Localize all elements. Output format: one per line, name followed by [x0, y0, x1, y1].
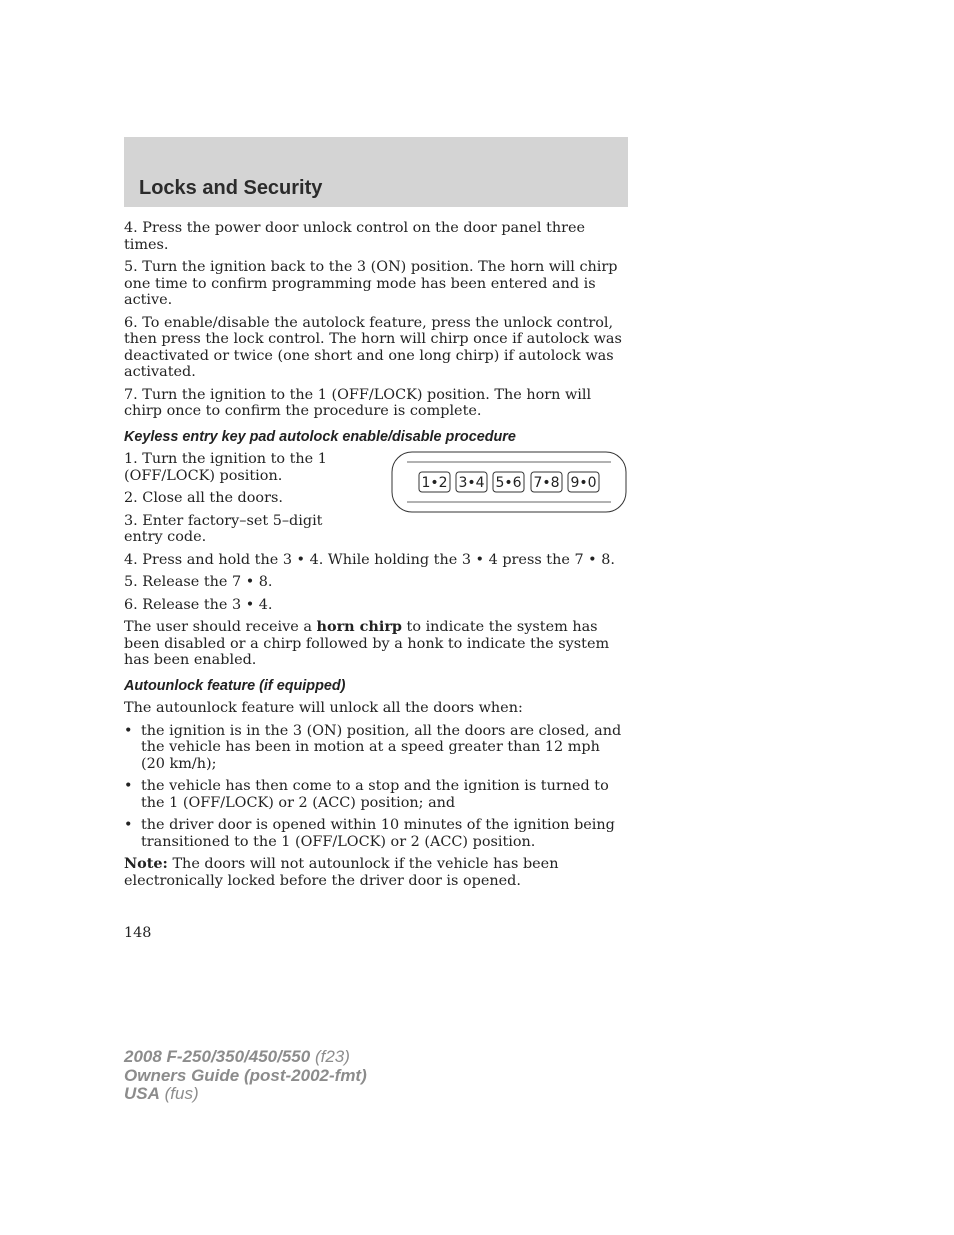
- document-footer: [124, 1048, 367, 1104]
- keypad-step-4: 4. Press and hold the 3 • 4. While holding the 3 • 4 press the 7 • 8.: [124, 551, 615, 568]
- keypad-steps-with-figure: [124, 451, 628, 552]
- footer-line-1: [124, 1048, 367, 1067]
- keypad-procedure-heading: Keyless entry key pad autolock enable/disable procedure: [124, 428, 516, 445]
- step-7: 7. Turn the ignition to the 1 (OFF/LOCK) position. The horn will chirp once to confirm the procedure is complete.: [124, 386, 592, 419]
- list-item: [124, 817, 628, 850]
- step-5: 5. Turn the ignition back to the 3 (ON) position. The horn will chirp one time to confirm programming mode has been entered and is active.: [124, 259, 618, 308]
- list-item-text: the vehicle has then come to a stop and the ignition is turned to the 1 (OFF/LOCK) or 2 (ACC) position; and: [141, 778, 609, 811]
- keypad-button-2: [456, 472, 487, 492]
- step-6: 6. To enable/disable the autolock feature, press the unlock control, then press the lock control. The horn will chirp once if autolock was deactivated or twice (one short and one long chirp) if autolock was activated.: [124, 314, 622, 380]
- svg-text:3•4: 3•4: [458, 475, 485, 491]
- svg-text:5•6: 5•6: [495, 475, 522, 491]
- svg-text:1•2: 1•2: [421, 475, 448, 491]
- footer-model-code: (f23): [310, 1047, 350, 1066]
- footer-market-code: (fus): [159, 1084, 199, 1103]
- note-text: The doors will not autounlock if the vehicle has been electronically locked before the driver door is opened.: [124, 856, 559, 889]
- keypad-steps-beside-figure: [124, 451, 364, 552]
- keypad-button-1: [419, 472, 450, 492]
- footer-line-3: [124, 1085, 367, 1104]
- result-text-end: to indicate the system has been disabled or a chirp followed by a honk to indicate the system has been enabled.: [124, 619, 610, 668]
- note-label: Note:: [124, 855, 168, 872]
- keypad-result-paragraph: [124, 619, 628, 669]
- section-title: Locks and Security: [139, 177, 323, 199]
- result-text-start: The user should receive a: [124, 619, 317, 635]
- list-item: [124, 723, 628, 773]
- list-item-text: the ignition is in the 3 (ON) position, all the doors are closed, and the vehicle has been in motion at a speed greater than 12 mph (20 km/h);: [141, 722, 622, 772]
- footer-model: 2008 F-250/350/450/550: [124, 1047, 311, 1066]
- keypad-step-3: 3. Enter factory–set 5–digit entry code.: [124, 512, 323, 545]
- keypad-button-4: [531, 472, 562, 492]
- autounlock-heading: Autounlock feature (if equipped): [124, 677, 346, 694]
- svg-text:7•8: 7•8: [533, 475, 560, 491]
- bullet-icon: •: [124, 817, 133, 833]
- list-item-text: the driver door is opened within 10 minutes of the ignition being transitioned to the 1 (OFF/LOCK) or 2 (ACC) position.: [141, 817, 615, 850]
- autounlock-intro: The autounlock feature will unlock all the doors when:: [124, 700, 523, 716]
- keypad-step-6: 6. Release the 3 • 4.: [124, 596, 273, 613]
- footer-market: USA: [124, 1084, 160, 1103]
- autounlock-conditions-list: [124, 723, 628, 851]
- bullet-icon: •: [124, 778, 133, 794]
- bullet-icon: •: [124, 722, 133, 739]
- footer-line-2: [124, 1067, 367, 1086]
- keypad-step-2: 2. Close all the doors.: [124, 490, 283, 506]
- keypad-illustration: [391, 451, 627, 513]
- step-4: 4. Press the power door unlock control on the door panel three times.: [124, 220, 586, 253]
- svg-text:9•0: 9•0: [570, 475, 597, 491]
- keypad-button-3: [493, 472, 524, 492]
- page-content: [124, 220, 628, 895]
- page-number: 148: [124, 925, 152, 941]
- keypad-button-5: [568, 472, 599, 492]
- result-emphasis: horn chirp: [316, 618, 402, 635]
- note-paragraph: [124, 856, 628, 889]
- keypad-step-1: 1. Turn the ignition to the 1 (OFF/LOCK) position.: [124, 451, 327, 484]
- keypad-step-5: 5. Release the 7 • 8.: [124, 574, 273, 590]
- list-item: [124, 778, 628, 811]
- footer-guide: Owners Guide (post-2002-fmt): [124, 1065, 367, 1085]
